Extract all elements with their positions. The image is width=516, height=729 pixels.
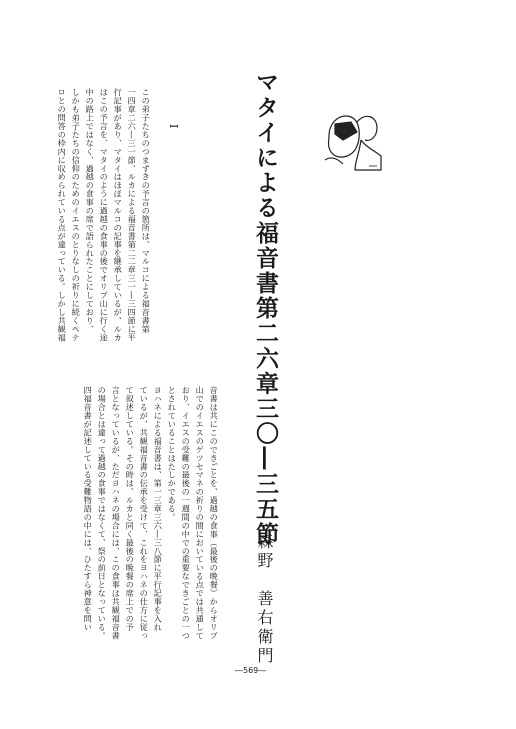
text-line: 行記事があり、マタイはほぼマルコの記事を継承しているが、ルカ (113, 88, 124, 342)
author-name: 森野 善右衛門 (255, 533, 274, 666)
section-heading: I (167, 124, 180, 129)
text-line: ロとの問答の枠内に収められている点が違っている。しかし共観福 (57, 88, 68, 342)
text-line: 一四章二六―三一節、ルカによる福音書第二二章三一―三四節に平 (127, 88, 138, 342)
text-line: この弟子たちのつまずきの予言の箇所は、マルコによる福音書第 (141, 88, 152, 334)
text-line: 四福音書が記述している受難物語の中には、ひたすら神意を問い (83, 386, 94, 632)
text-line: て叙述している。その時は、ルカと同く最後の晩餐の席上での予 (125, 386, 136, 632)
text-line: 音書は共にこのできごとを、過越の食事（最後の晩餐）からオリブ (209, 386, 220, 640)
text-line: はこの予言を、マタイのように過越の食事の後でオリブ山に行く途 (99, 88, 110, 342)
text-line: とされていることはたしかである。 (167, 386, 178, 522)
text-line: の場合とは違って過越の食事ではなくて、祭の前日となっている。 (97, 386, 108, 640)
page-number: ―569― (235, 666, 267, 675)
text-line: 山でのイエスのゲツセマネの祈りの間においている点では共通して (195, 386, 206, 640)
text-line: 中の路上ではなく、過越の食事の席で語られたことにしており、 (85, 88, 96, 334)
article-title: マタイによる福音書第二六章三〇―三五節 (252, 70, 279, 547)
sketch-illustration (321, 106, 386, 171)
text-line: しかも弟子たちの信仰のためのイエスのとりなしの祈りに続くペテ (71, 88, 82, 342)
text-line: ヨハネによる福音書は、第一三章三六―三八節に平行記事を入れ (153, 386, 164, 632)
text-line: おり、イエスの受難の最後の一週間の中での重要なできごとの一つ (181, 386, 192, 640)
text-line: ているが、共観福音書の伝承を受けて、これをヨハネの仕方に従っ (139, 386, 150, 640)
text-line: 言となっているが、ただヨハネの場合には、この食事は共観福音書 (111, 386, 122, 640)
